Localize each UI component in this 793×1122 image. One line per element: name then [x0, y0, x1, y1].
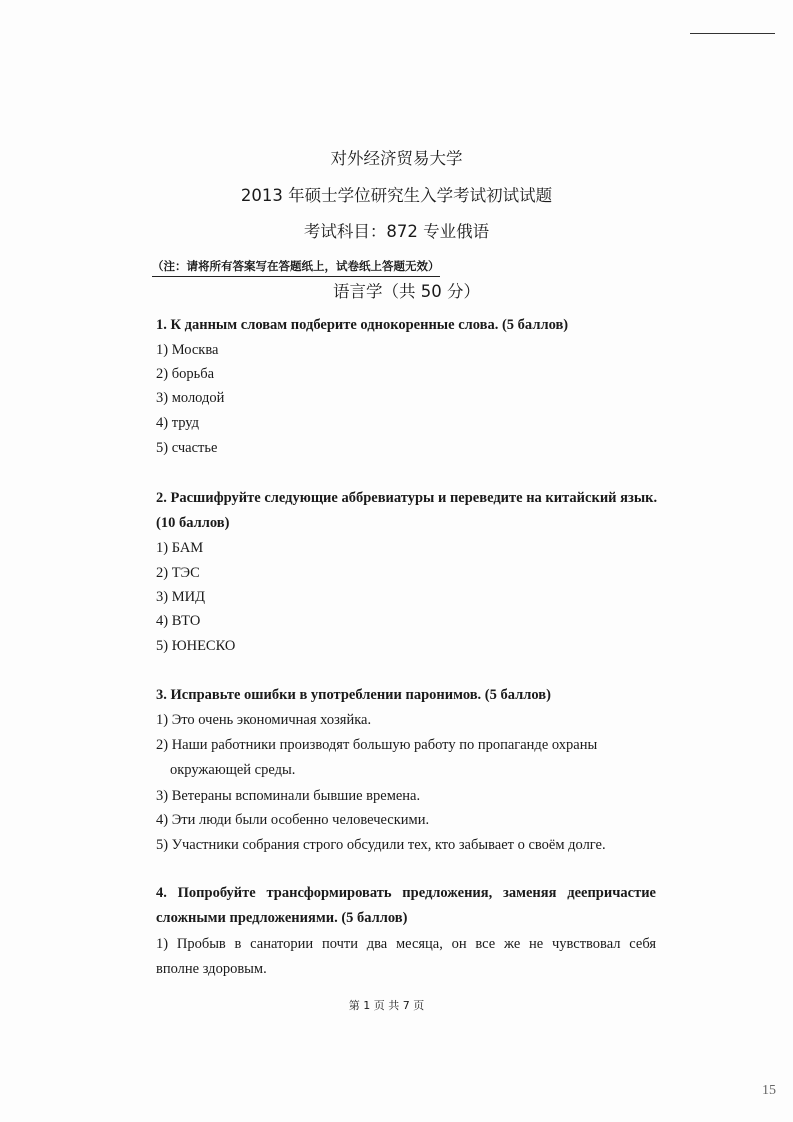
list-item: 1) Пробыв в санатории почти два месяца, он все же не чувствовал себя — [156, 936, 656, 952]
question-2-points: (10 баллов) — [156, 515, 230, 531]
scan-page-number: 15 — [762, 1083, 776, 1098]
question-1-title: 1. К данным словам подберите однокоренные слова. (5 баллов) — [156, 317, 569, 333]
section-title: 语言学（共 50 分） — [333, 282, 480, 301]
list-item: 5) счастье — [156, 440, 218, 456]
question-2-title: 2. Расшифруйте следующие аббревиатуры и переведите на китайский язык. — [156, 490, 658, 506]
list-item: 5) Участники собрания строго обсудили тех, кто забывает о своём долге. — [156, 837, 606, 853]
list-item-continuation: окружающей среды. — [170, 762, 296, 778]
list-item: 4) Эти люди были особенно человеческими. — [156, 812, 430, 828]
list-item: 3) МИД — [156, 589, 205, 605]
list-item: 3) молодой — [156, 390, 225, 406]
list-item: 1) БАМ — [156, 540, 204, 556]
list-item: 1) Это очень экономичная хозяйка. — [156, 712, 372, 728]
list-item: 2) Наши работники производят большую работу по пропаганде охраны — [156, 737, 598, 753]
page-footer: 第 1 页 共 7 页 — [348, 999, 425, 1012]
scan-mark-line — [690, 33, 775, 34]
list-item: 1) Москва — [156, 342, 219, 358]
question-3-title: 3. Исправьте ошибки в употреблении паронимов. (5 баллов) — [156, 687, 551, 703]
university-name: 对外经济贸易大学 — [330, 149, 463, 168]
list-item: 4) ВТО — [156, 613, 201, 629]
exam-title: 2013 年硕士学位研究生入学考试初试试题 — [240, 186, 553, 205]
exam-subject: 考试科目：872 专业俄语 — [303, 222, 490, 241]
list-item: 3) Ветераны вспоминали бывшие времена. — [156, 788, 421, 804]
list-item: 2) ТЭС — [156, 565, 200, 581]
list-item: 5) ЮНЕСКО — [156, 638, 236, 654]
list-item: 4) труд — [156, 415, 199, 431]
question-4-title: 4. Попробуйте трансформировать предложения, заменяя деепричастие — [156, 885, 656, 901]
question-4-title-cont: сложными предложениями. (5 баллов) — [156, 910, 408, 926]
answer-note: （注：请将所有答案写在答题纸上，试卷纸上答题无效） — [152, 257, 440, 277]
list-item-continuation: вполне здоровым. — [156, 961, 267, 977]
list-item: 2) борьба — [156, 366, 215, 382]
